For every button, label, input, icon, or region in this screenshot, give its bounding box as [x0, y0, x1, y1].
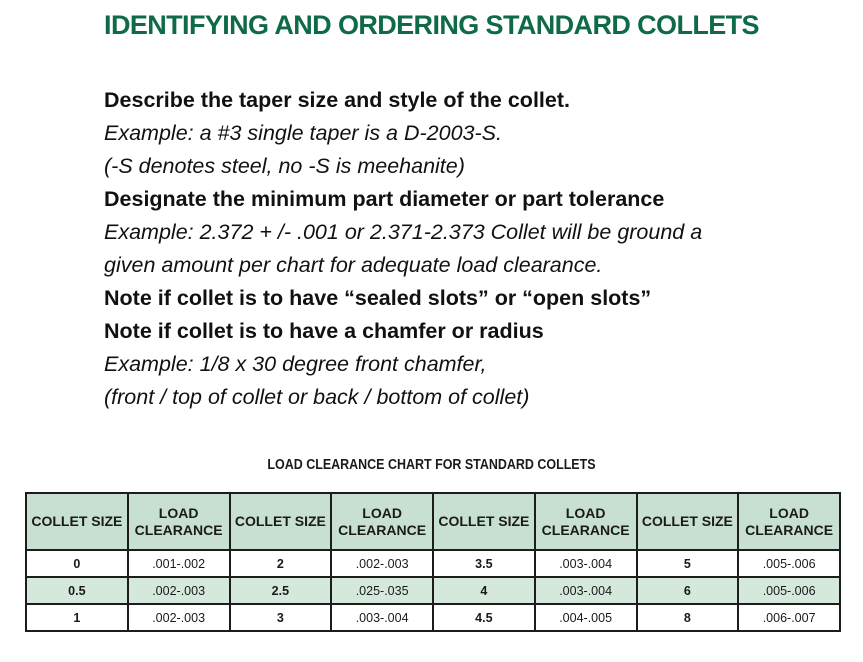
header-label: LOAD	[769, 504, 809, 521]
load-clearance-table	[25, 492, 841, 632]
collet-size-cell: 0	[26, 550, 128, 577]
load-clearance-cell: .002-.003	[331, 550, 433, 577]
collet-size-cell: 6	[637, 577, 739, 604]
instruction-line: Describe the taper size and style of the collet.	[104, 88, 570, 112]
collet-size-cell: 4.5	[433, 604, 535, 631]
collet-size-cell: 2	[230, 550, 332, 577]
page-title: IDENTIFYING AND ORDERING STANDARD COLLETS	[104, 10, 759, 40]
instruction-line: Example: a #3 single taper is a D-2003-S.	[104, 121, 502, 145]
header-collet-size	[433, 493, 535, 550]
collet-size-cell: 3	[230, 604, 332, 631]
header-load-clearance	[331, 493, 433, 550]
header-label: COLLET SIZE	[641, 513, 733, 529]
table-row	[26, 550, 840, 577]
header-label: LOAD	[362, 504, 402, 521]
instruction-line: Example: 2.372 + /- .001 or 2.371-2.373 Collet will be ground a	[104, 220, 703, 244]
table-header-row	[26, 493, 840, 550]
header-label: CLEARANCE	[745, 521, 834, 538]
load-clearance-cell: .002-.003	[128, 604, 230, 631]
header-label: COLLET SIZE	[31, 513, 123, 529]
instruction-line: (front / top of collet or back / bottom of collet)	[104, 385, 530, 409]
collet-size-cell: 3.5	[433, 550, 535, 577]
header-label: COLLET SIZE	[438, 513, 530, 529]
load-clearance-cell: .002-.003	[128, 577, 230, 604]
instruction-line: Note if collet is to have a chamfer or radius	[104, 319, 544, 343]
load-clearance-cell: .003-.004	[331, 604, 433, 631]
load-clearance-cell: .004-.005	[535, 604, 637, 631]
header-collet-size	[637, 493, 739, 550]
header-load-clearance	[128, 493, 230, 550]
header-label: LOAD	[565, 504, 606, 521]
collet-size-cell: 0.5	[26, 577, 128, 604]
collet-size-cell: 1	[26, 604, 128, 631]
header-label: LOAD	[158, 504, 199, 521]
load-clearance-cell: .006-.007	[738, 604, 840, 631]
instruction-line: Note if collet is to have “sealed slots” or “open slots”	[104, 286, 652, 310]
load-clearance-cell: .001-.002	[128, 550, 230, 577]
collet-size-cell: 8	[637, 604, 739, 631]
load-clearance-cell: .025-.035	[331, 577, 433, 604]
collet-size-cell: 2.5	[230, 577, 332, 604]
header-collet-size	[26, 493, 128, 550]
collet-size-cell: 4	[433, 577, 535, 604]
chart-title: LOAD CLEARANCE CHART FOR STANDARD COLLETS	[267, 457, 596, 473]
header-label: CLEARANCE	[134, 521, 223, 538]
collet-size-cell: 5	[637, 550, 739, 577]
instruction-line: Designate the minimum part diameter or part tolerance	[104, 187, 665, 211]
instruction-line: Example: 1/8 x 30 degree front chamfer,	[104, 352, 487, 376]
header-collet-size	[230, 493, 332, 550]
table-row	[26, 577, 840, 604]
header-load-clearance	[535, 493, 637, 550]
load-clearance-cell: .003-.004	[535, 550, 637, 577]
load-clearance-cell: .005-.006	[738, 550, 840, 577]
header-load-clearance	[738, 493, 840, 550]
load-clearance-cell: .003-.004	[535, 577, 637, 604]
header-label: CLEARANCE	[541, 521, 630, 538]
load-clearance-cell: .005-.006	[738, 577, 840, 604]
instruction-line: given amount per chart for adequate load clearance.	[104, 253, 603, 277]
instruction-line: (-S denotes steel, no -S is meehanite)	[104, 154, 465, 178]
ordering-instructions	[104, 86, 844, 416]
header-label: CLEARANCE	[338, 521, 427, 538]
table-row	[26, 604, 840, 631]
header-label: COLLET SIZE	[234, 513, 326, 529]
